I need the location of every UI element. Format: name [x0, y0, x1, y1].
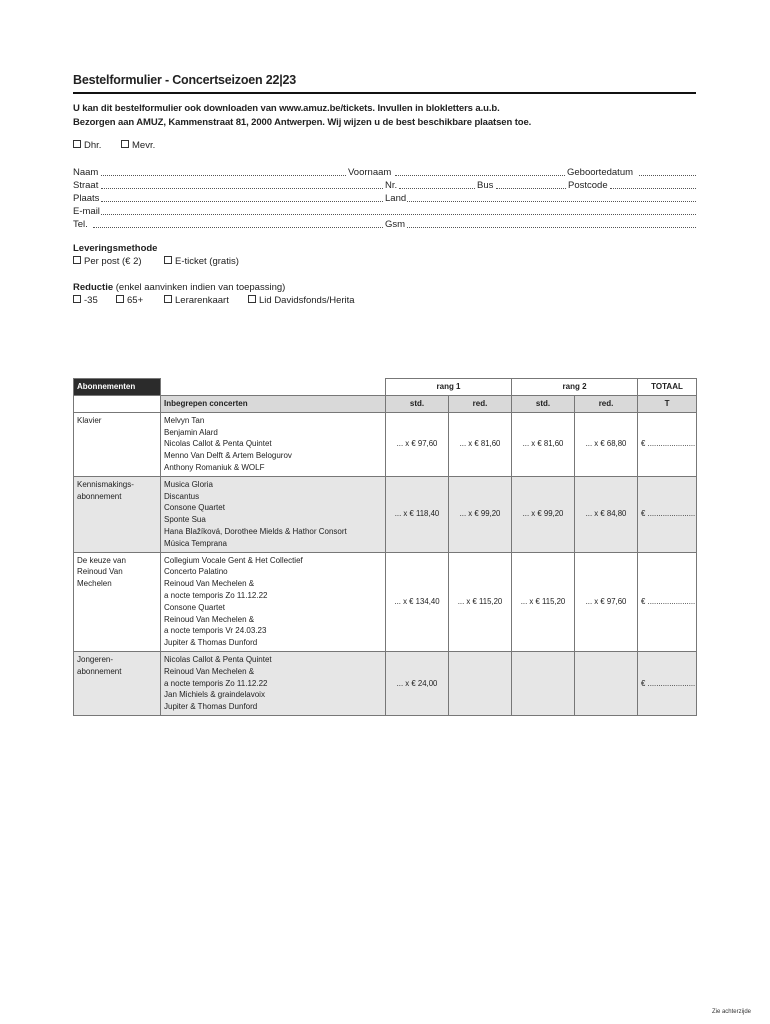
geboortedatum-field[interactable] [639, 175, 696, 176]
header-rang2: rang 2 [512, 379, 638, 396]
table-row [74, 412, 697, 476]
subscription-category [74, 552, 161, 651]
reduction-35-option[interactable] [73, 295, 98, 306]
checkbox-icon[interactable] [73, 256, 81, 264]
category-line: Mechelen [77, 579, 112, 589]
concert-item: Nicolas Callot & Penta Quintet [164, 439, 272, 449]
rang1-red-quantity [449, 651, 512, 715]
salutation-mevr-label: Mevr. [132, 140, 156, 151]
concert-item: Menno Van Delft & Artem Belogurov [164, 451, 292, 461]
email-row [73, 206, 696, 218]
reduction-davidsfonds-option[interactable] [248, 295, 355, 306]
header-rang2-std: std. [512, 396, 575, 413]
concert-item: Sponte Sua [164, 515, 206, 525]
category-line: Kennismakings- [77, 479, 134, 489]
header-rang1-red: red. [449, 396, 512, 413]
reduction-65-label: 65+ [127, 295, 144, 306]
concert-item: Consone Quartet [164, 602, 225, 612]
postcode-field[interactable] [610, 188, 696, 189]
nr-field[interactable] [399, 188, 475, 189]
rang1-red-quantity[interactable]: ... x € 99,20 [449, 476, 512, 552]
delivery-eticket-label: E-ticket (gratis) [175, 256, 239, 267]
header-blank [74, 396, 161, 413]
footer-note: Zie achterzijde [711, 1009, 751, 1015]
bus-label: Bus [477, 180, 494, 191]
reduction-heading: Reductie (enkel aanvinken indien van toepassing) [73, 282, 286, 293]
rang2-red-quantity[interactable]: ... x € 68,80 [575, 412, 638, 476]
gsm-label: Gsm [385, 219, 406, 230]
name-row [73, 167, 696, 179]
delivery-post-label: Per post (€ 2) [84, 256, 142, 267]
header-abonnementen: Abonnementen [74, 379, 161, 396]
total-amount[interactable]: € ...................... [638, 552, 697, 651]
concert-item: Reinoud Van Mechelen & [164, 614, 255, 624]
salutation-mevr-option[interactable] [121, 140, 155, 151]
bus-field[interactable] [496, 188, 566, 189]
header-totaal: TOTAAL [638, 379, 697, 396]
straat-label: Straat [73, 180, 99, 191]
tel-label: Tel. [73, 219, 88, 230]
table-row [74, 651, 697, 715]
email-field[interactable] [101, 214, 696, 215]
city-row [73, 193, 696, 205]
intro-line-1: U kan dit bestelformulier ook downloaden van www.amuz.be/tickets. Invullen in blokletters a.u.b. [73, 103, 500, 114]
checkbox-icon[interactable] [248, 295, 256, 303]
street-row [73, 180, 696, 192]
table-row [74, 476, 697, 552]
rang2-red-quantity[interactable]: ... x € 97,60 [575, 552, 638, 651]
concert-item: Collegium Vocale Gent & Het Collectief [164, 555, 303, 565]
checkbox-icon[interactable] [164, 295, 172, 303]
salutation-dhr-option[interactable] [73, 140, 101, 151]
subscription-category [74, 412, 161, 476]
salutation-dhr-label: Dhr. [84, 140, 102, 151]
concert-item: a nocte temporis Vr 24.03.23 [164, 626, 267, 636]
intro-line-2: Bezorgen aan AMUZ, Kammenstraat 81, 2000 Antwerpen. Wij wijzen u de best beschikbare plaatsen toe. [73, 117, 532, 128]
concert-item: Nicolas Callot & Penta Quintet [164, 654, 272, 664]
concert-item: Consone Quartet [164, 503, 225, 513]
subscription-category [74, 476, 161, 552]
total-amount[interactable]: € ...................... [638, 651, 697, 715]
category-line: Klavier [77, 415, 102, 425]
land-label: Land [385, 193, 407, 204]
concert-item: Reinoud Van Mechelen & [164, 666, 255, 676]
rang2-red-quantity [575, 651, 638, 715]
concert-item: a nocte temporis Zo 11.12.22 [164, 678, 268, 688]
rang2-red-quantity[interactable]: ... x € 84,80 [575, 476, 638, 552]
reduction-davidsfonds-label: Lid Davidsfonds/Herita [259, 295, 355, 306]
rang2-std-quantity[interactable]: ... x € 81,60 [512, 412, 575, 476]
plaats-label: Plaats [73, 193, 100, 204]
rang2-std-quantity[interactable]: ... x € 115,20 [512, 552, 575, 651]
included-concerts [161, 476, 386, 552]
title-divider [73, 92, 696, 94]
geboortedatum-label: Geboortedatum [567, 167, 634, 178]
tel-field[interactable] [93, 227, 383, 228]
header-rang1-std: std. [386, 396, 449, 413]
category-line: abonnement [77, 666, 122, 676]
postcode-label: Postcode [568, 180, 608, 191]
included-concerts [161, 651, 386, 715]
rang2-std-quantity[interactable]: ... x € 99,20 [512, 476, 575, 552]
checkbox-icon[interactable] [121, 140, 129, 148]
concert-item: Melvyn Tan [164, 415, 205, 425]
concert-item: Discantus [164, 491, 200, 501]
total-amount[interactable]: € ...................... [638, 412, 697, 476]
concert-item: Concerto Palatino [164, 567, 228, 577]
concert-item: Hana Blažíková, Dorothee Mields & Hathor Consort [164, 526, 347, 536]
rang2-std-quantity [512, 651, 575, 715]
rang1-std-quantity[interactable]: ... x € 118,40 [386, 476, 449, 552]
land-field[interactable] [407, 201, 696, 202]
category-line: Jongeren- [77, 654, 114, 664]
concert-item: a nocte temporis Zo 11.12.22 [164, 590, 268, 600]
rang1-std-quantity[interactable]: ... x € 24,00 [386, 651, 449, 715]
delivery-heading: Leveringsmethode [73, 243, 158, 254]
concert-item: Jan Michiels & graindelavoix [164, 690, 265, 700]
category-line: Reinoud Van [77, 567, 123, 577]
reduction-lerarenkaart-option[interactable] [164, 295, 229, 306]
concert-item: Musica Gloria [164, 479, 213, 489]
subscription-category [74, 651, 161, 715]
concert-item: Anthony Romaniuk & WOLF [164, 462, 265, 472]
checkbox-icon[interactable] [73, 140, 81, 148]
naam-label: Naam [73, 167, 99, 178]
delivery-eticket-option[interactable] [164, 256, 239, 267]
nr-label: Nr. [385, 180, 398, 191]
category-line: De keuze van [77, 555, 126, 565]
email-label: E-mail [73, 206, 100, 217]
reduction-35-label: -35 [84, 295, 98, 306]
checkbox-icon[interactable] [116, 295, 124, 303]
category-line: abonnement [77, 491, 122, 501]
voornaam-field[interactable] [395, 175, 565, 176]
gsm-field[interactable] [407, 227, 696, 228]
table-row [74, 552, 697, 651]
checkbox-icon[interactable] [73, 295, 81, 303]
header-rang2-red: red. [575, 396, 638, 413]
reduction-65-option[interactable] [116, 295, 143, 306]
concert-item: Música Temprana [164, 538, 227, 548]
rang1-red-quantity[interactable]: ... x € 81,60 [449, 412, 512, 476]
rang1-red-quantity[interactable]: ... x € 115,20 [449, 552, 512, 651]
voornaam-label: Voornaam [348, 167, 392, 178]
plaats-field[interactable] [101, 201, 383, 202]
straat-field[interactable] [101, 188, 383, 189]
rang1-std-quantity[interactable]: ... x € 97,60 [386, 412, 449, 476]
total-amount[interactable]: € ...................... [638, 476, 697, 552]
page-title: Bestelformulier - Concertseizoen 22|23 [73, 73, 297, 87]
header-concerten: Inbegrepen concerten [161, 396, 386, 413]
reduction-lerarenkaart-label: Lerarenkaart [175, 295, 229, 306]
included-concerts [161, 552, 386, 651]
phone-row [73, 219, 696, 231]
header-total-t: T [638, 396, 697, 413]
concert-item: Jupiter & Thomas Dunford [164, 638, 258, 648]
delivery-post-option[interactable] [73, 256, 142, 267]
header-spacer [161, 379, 386, 396]
reduction-note: (enkel aanvinken indien van toepassing) [113, 282, 286, 293]
concert-item: Benjamin Alard [164, 427, 218, 437]
rang1-std-quantity[interactable]: ... x € 134,40 [386, 552, 449, 651]
checkbox-icon[interactable] [164, 256, 172, 264]
concert-item: Reinoud Van Mechelen & [164, 579, 255, 589]
subscriptions-table [73, 378, 697, 716]
naam-field[interactable] [101, 175, 346, 176]
concert-item: Jupiter & Thomas Dunford [164, 702, 258, 712]
included-concerts [161, 412, 386, 476]
header-rang1: rang 1 [386, 379, 512, 396]
